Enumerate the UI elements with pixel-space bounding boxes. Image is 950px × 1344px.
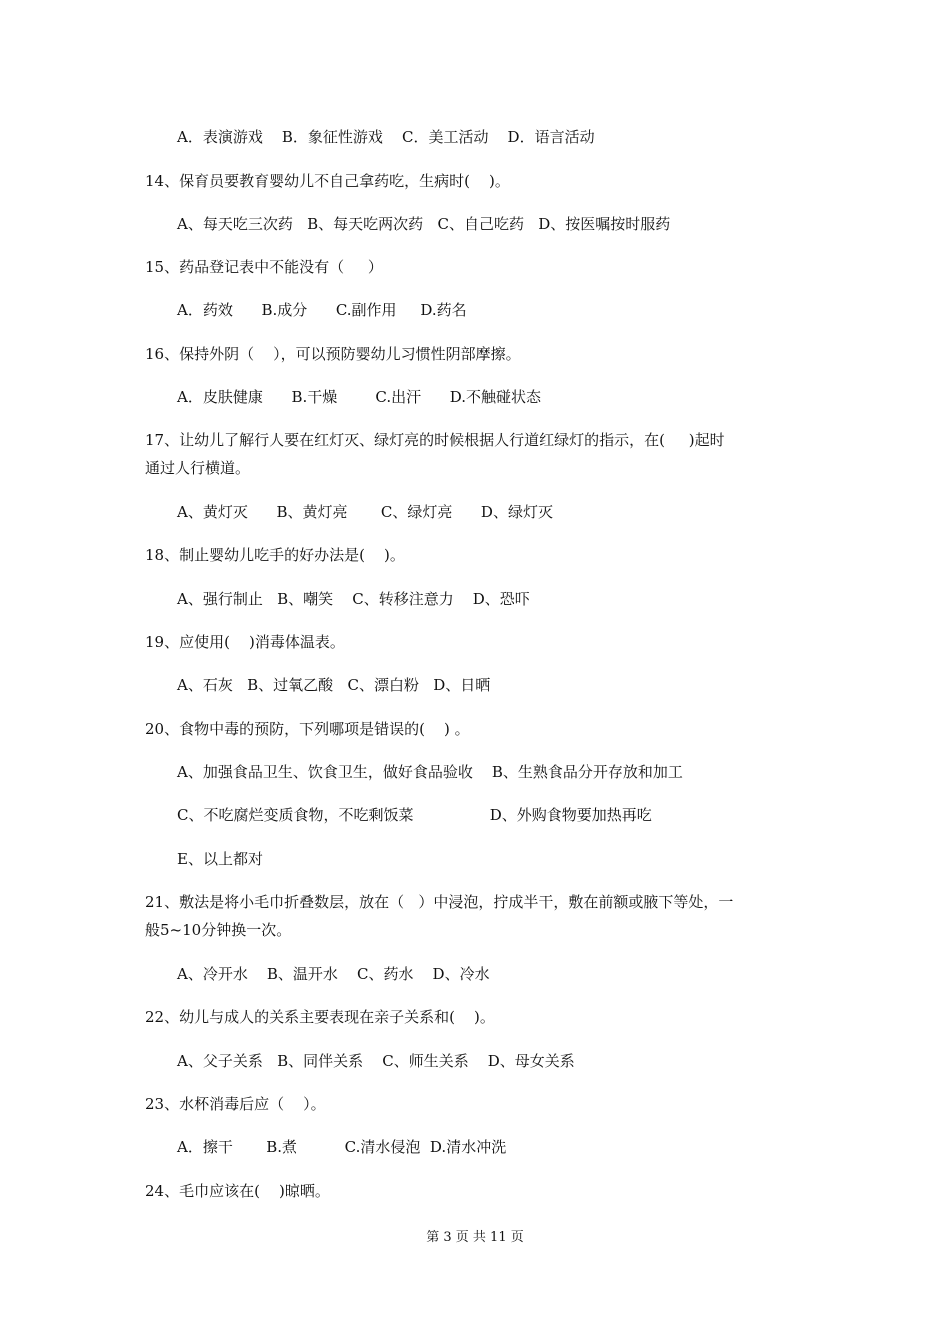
option-line: A、父子关系 B、同伴关系 C、师生关系 D、母女关系	[177, 1052, 575, 1070]
question-continuation: 通过人行横道。	[145, 459, 251, 477]
option-line: A、加强食品卫生、饮食卫生，做好食品验收 B、生熟食品分开存放和加工	[177, 763, 683, 781]
option-line: A．皮肤健康 B.干燥 C.出汗 D.不触碰状态	[177, 388, 541, 406]
option-line: A、每天吃三次药 B、每天吃两次药 C、自己吃药 D、按医嘱按时服药	[177, 215, 671, 233]
question-line: 24、毛巾应该在( )晾晒。	[145, 1182, 330, 1200]
question-line: 15、药品登记表中不能没有（ ）	[145, 258, 383, 276]
question-line: 17、让幼儿了解行人要在红灯灭、绿灯亮的时候根据人行道红绿灯的指示，在( )起时	[145, 431, 725, 449]
question-continuation: 般5~10分钟换一次。	[145, 921, 292, 939]
option-line: A．药效 B.成分 C.副作用 D.药名	[177, 301, 467, 319]
question-line: 14、保育员要教育婴幼儿不自己拿药吃，生病时( )。	[145, 172, 510, 190]
option-line: A．表演游戏 B．象征性游戏 C．美工活动 D．语言活动	[177, 128, 595, 146]
option-line: E、以上都对	[177, 850, 263, 868]
option-line: A、冷开水 B、温开水 C、药水 D、冷水	[177, 965, 490, 983]
question-line: 20、食物中毒的预防，下列哪项是错误的( ) 。	[145, 720, 470, 738]
option-line: A、黄灯灭 B、黄灯亮 C、绿灯亮 D、绿灯灭	[177, 503, 553, 521]
question-line: 23、水杯消毒后应（ ）。	[145, 1095, 326, 1113]
question-line: 19、应使用( )消毒体温表。	[145, 633, 345, 651]
option-line: A、强行制止 B、嘲笑 C、转移注意力 D、恐吓	[177, 590, 530, 608]
option-line: A、石灰 B、过氧乙酸 C、漂白粉 D、日晒	[177, 676, 491, 694]
option-line: C、不吃腐烂变质食物，不吃剩饭菜 D、外购食物要加热再吃	[177, 806, 652, 824]
question-line: 16、保持外阴（ ），可以预防婴幼儿习惯性阴部摩擦。	[145, 345, 521, 363]
option-line: A．擦干 B.煮 C.清水侵泡 D.清水冲洗	[177, 1138, 507, 1156]
question-line: 22、幼儿与成人的关系主要表现在亲子关系和( )。	[145, 1008, 495, 1026]
question-line: 21、敷法是将小毛巾折叠数层，放在（ ）中浸泡，拧成半干，敷在前额或腋下等处，一	[145, 893, 734, 911]
page-footer: 第 3 页 共 11 页	[426, 1230, 524, 1245]
question-line: 18、制止婴幼儿吃手的好办法是( )。	[145, 546, 405, 564]
